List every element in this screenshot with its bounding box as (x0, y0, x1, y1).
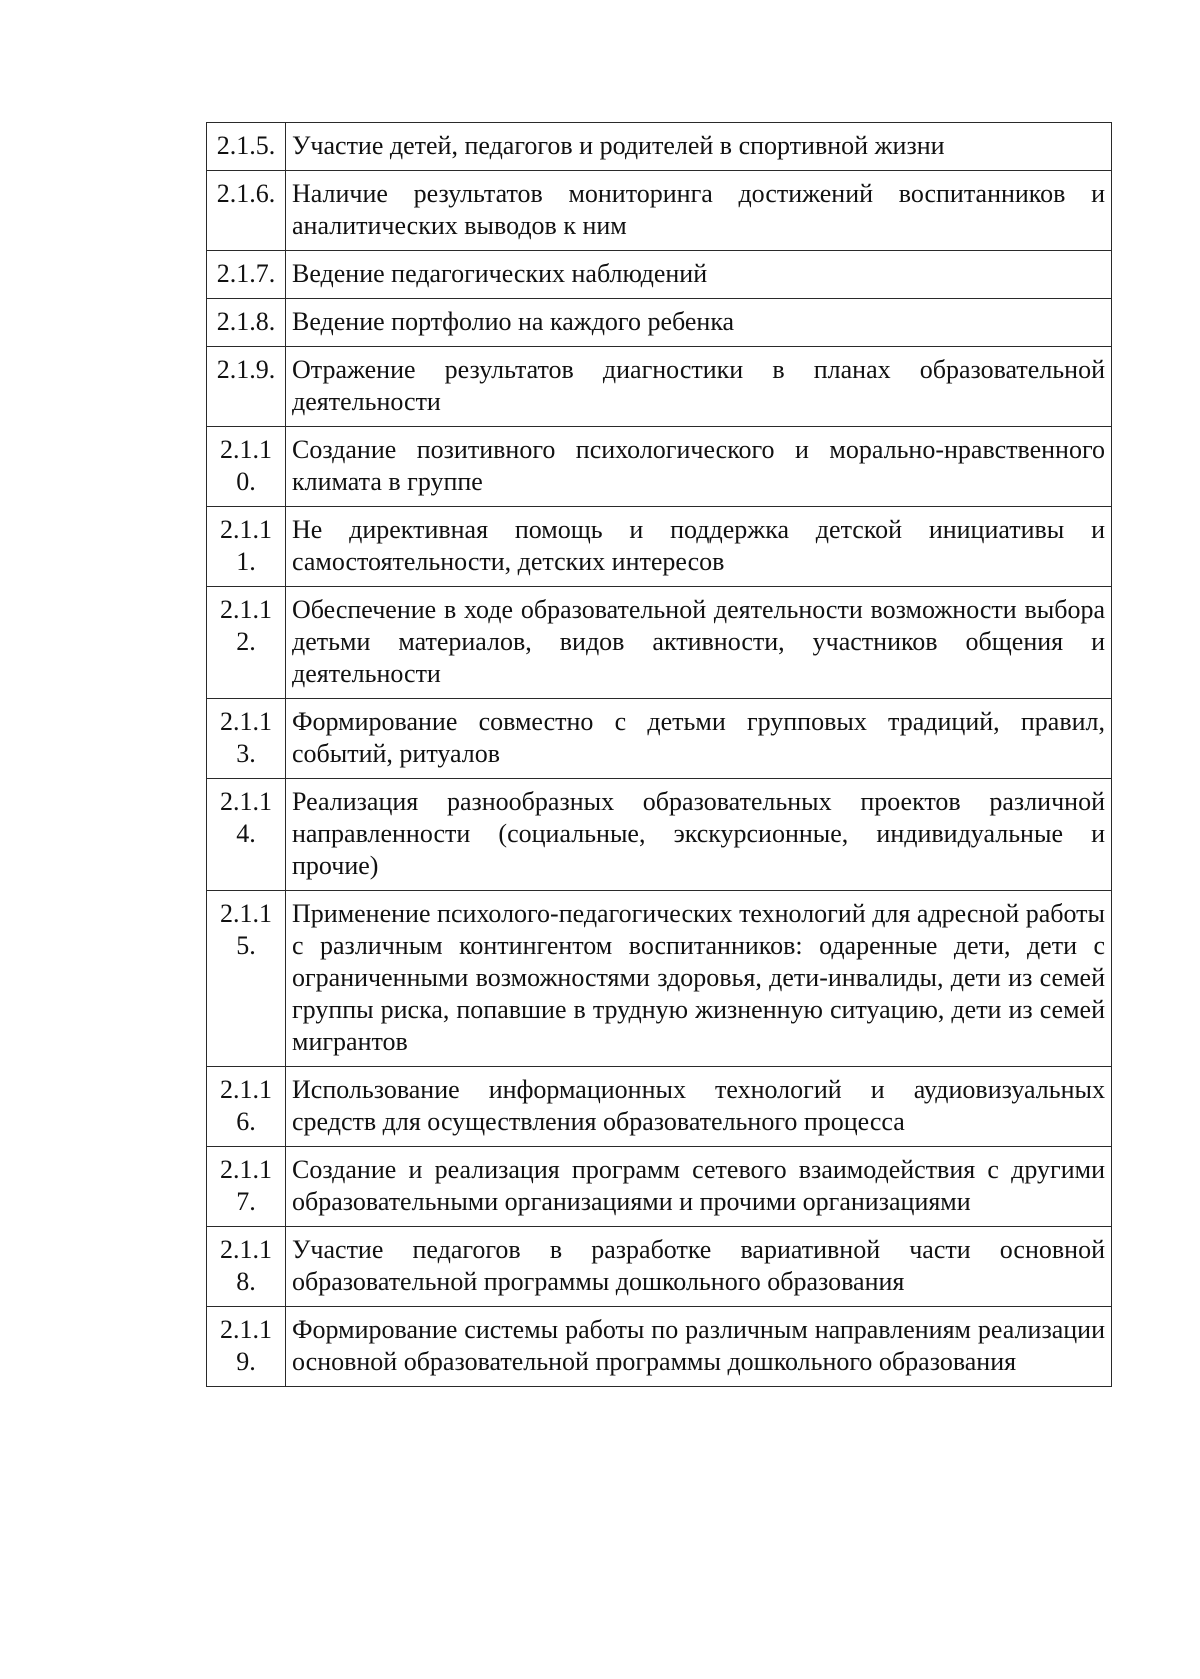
criteria-table (206, 122, 1112, 1387)
row-number: 2.1.7. (207, 251, 286, 299)
table-row (207, 891, 1112, 1067)
row-number: 2.1.8. (207, 299, 286, 347)
row-text: Создание и реализация программ сетевого взаимодействия с другими образовательными организациями и прочими организациями (286, 1147, 1112, 1227)
row-text: Применение психолого-педагогических технологий для адресной работы с различным контингентом воспитанников: одаренные дети, дети с ограниченными возможностями здоровья, дети-инвалиды, дети из семей группы риска, попавшие в трудную жизненную ситуацию, дети из семей мигрантов (286, 891, 1112, 1067)
row-number: 2.1.12. (207, 587, 286, 699)
table-row (207, 251, 1112, 299)
table-row (207, 1067, 1112, 1147)
table-row (207, 1307, 1112, 1387)
table-row (207, 507, 1112, 587)
row-text: Реализация разнообразных образовательных проектов различной направленности (социальные, экскурсионные, индивидуальные и прочие) (286, 779, 1112, 891)
table-row (207, 779, 1112, 891)
row-number: 2.1.17. (207, 1147, 286, 1227)
table-row (207, 427, 1112, 507)
row-text: Обеспечение в ходе образовательной деятельности возможности выбора детьми материалов, видов активности, участников общения и деятельности (286, 587, 1112, 699)
criteria-table-body (207, 123, 1112, 1387)
table-row (207, 347, 1112, 427)
row-number: 2.1.5. (207, 123, 286, 171)
row-text: Создание позитивного психологического и морально-нравственного климата в группе (286, 427, 1112, 507)
table-row (207, 1147, 1112, 1227)
row-text: Использование информационных технологий и аудиовизуальных средств для осуществления образовательного процесса (286, 1067, 1112, 1147)
row-number: 2.1.13. (207, 699, 286, 779)
table-row (207, 1227, 1112, 1307)
table-row (207, 587, 1112, 699)
row-number: 2.1.15. (207, 891, 286, 1067)
row-text: Формирование совместно с детьми групповых традиций, правил, событий, ритуалов (286, 699, 1112, 779)
row-text: Участие детей, педагогов и родителей в спортивной жизни (286, 123, 1112, 171)
row-number: 2.1.10. (207, 427, 286, 507)
table-row (207, 699, 1112, 779)
row-text: Ведение педагогических наблюдений (286, 251, 1112, 299)
row-number: 2.1.16. (207, 1067, 286, 1147)
row-number: 2.1.19. (207, 1307, 286, 1387)
row-number: 2.1.14. (207, 779, 286, 891)
row-text: Ведение портфолио на каждого ребенка (286, 299, 1112, 347)
row-text: Участие педагогов в разработке вариативной части основной образовательной программы дошкольного образования (286, 1227, 1112, 1307)
row-text: Формирование системы работы по различным направлениям реализации основной образовательной программы дошкольного образования (286, 1307, 1112, 1387)
row-number: 2.1.9. (207, 347, 286, 427)
table-row (207, 299, 1112, 347)
row-number: 2.1.6. (207, 171, 286, 251)
row-text: Наличие результатов мониторинга достижений воспитанников и аналитических выводов к ним (286, 171, 1112, 251)
row-number: 2.1.11. (207, 507, 286, 587)
row-number: 2.1.18. (207, 1227, 286, 1307)
table-row (207, 171, 1112, 251)
table-row (207, 123, 1112, 171)
row-text: Отражение результатов диагностики в планах образовательной деятельности (286, 347, 1112, 427)
row-text: Не директивная помощь и поддержка детской инициативы и самостоятельности, детских интересов (286, 507, 1112, 587)
